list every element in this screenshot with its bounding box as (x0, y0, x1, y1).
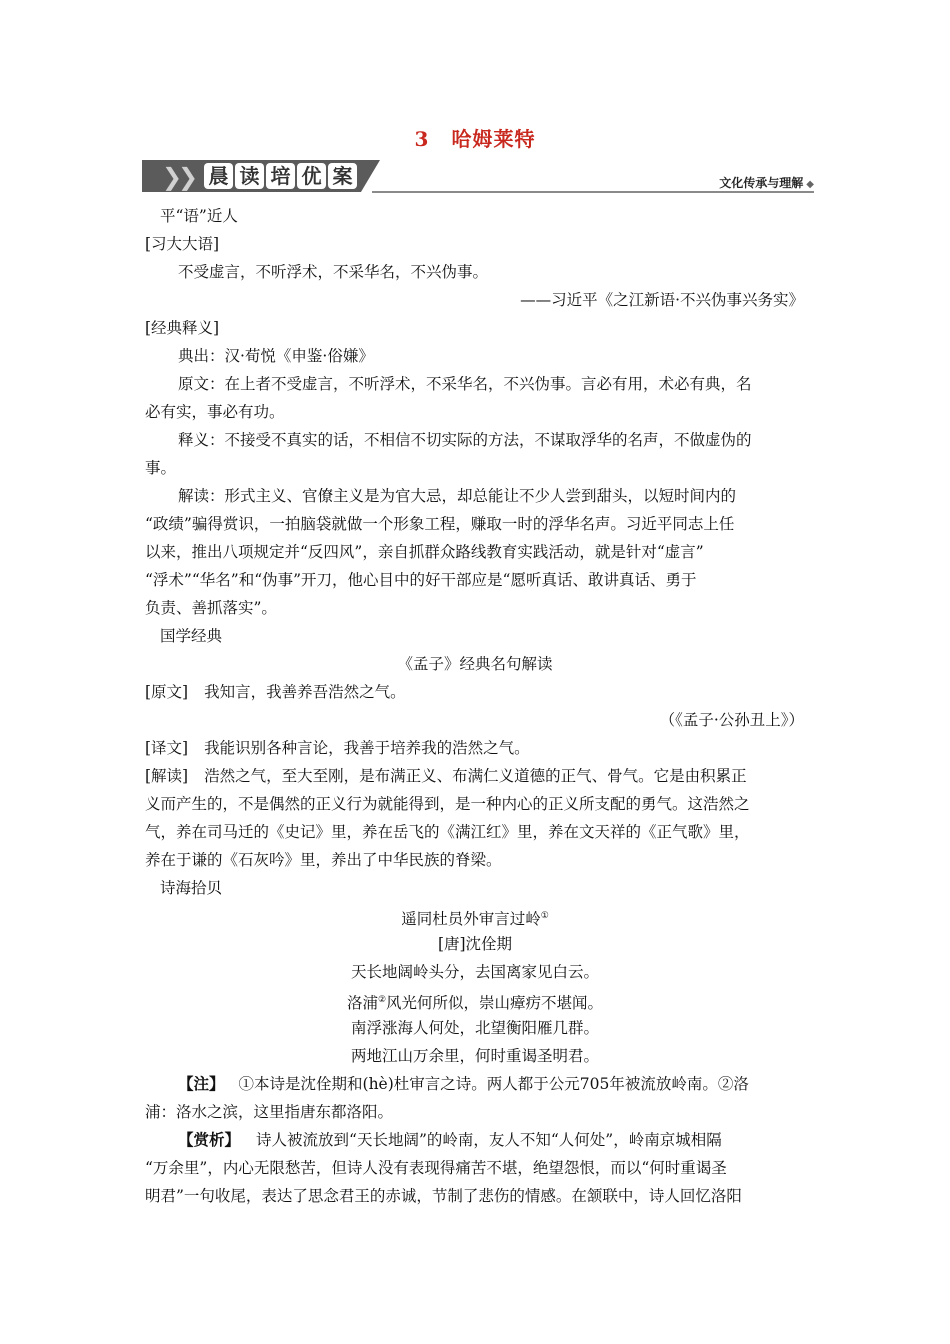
poem-line-part: 洛浦 (346, 994, 378, 1013)
banner-char: 案 (328, 163, 357, 189)
note-line (178, 1074, 749, 1094)
appreciation-text: 诗人被流放到“天长地阔”的岭南，友人不知“人何处”，岭南京城相隔 (256, 1131, 722, 1149)
poem-line (145, 990, 805, 1013)
footnote-marker: ② (377, 995, 387, 1005)
lesson-number: 3 (414, 127, 430, 151)
banner-char: 培 (266, 163, 295, 189)
banner-category-text: 文化传承与理解 (719, 176, 804, 190)
lesson-title (0, 123, 950, 152)
interpretation-line (145, 766, 747, 786)
poem-line: 南浮涨海人何处，北望衡阳雁几群。 (350, 1019, 599, 1037)
tag-label: [译文] (145, 739, 189, 757)
original-line (145, 682, 406, 702)
chevron-right-icon: ❯ (162, 163, 183, 191)
quote-text: 不受虚言，不听浮术，不采华名，不兴伪事。 (178, 263, 489, 281)
original-source: （《孟子·公孙丑上》） (659, 711, 804, 729)
appreciation-line (178, 1130, 722, 1150)
section-heading: 诗海拾贝 (160, 879, 223, 897)
tag-label: [经典释义] (145, 319, 220, 337)
poem-title (145, 906, 805, 929)
meaning-line: 释义：不接受不真实的话，不相信不切实际的方法，不谋取浮华的名声，不做虚伪的 (178, 431, 752, 449)
banner-title (204, 163, 357, 189)
appreciation-line: 明君”一句收尾，表达了思念君王的赤诚，节制了悲伤的情感。在颔联中，诗人回忆洛阳 (145, 1187, 742, 1205)
original-line: 原文：在上者不受虚言，不听浮术，不采华名，不兴伪事。言必有用，术必有典，名 (178, 375, 752, 393)
banner-category (719, 174, 814, 191)
section-banner (142, 160, 814, 194)
section-heading: 国学经典 (160, 627, 223, 645)
poem-line-part: 风光何所似，崇山瘴疠不堪闻。 (386, 994, 604, 1013)
interpretation-line: 义而产生的，不是偶然的正义行为就能得到，是一种内心的正义所支配的勇气。这浩然之 (145, 795, 750, 813)
tag-label: [习大大语] (145, 235, 220, 253)
meaning-line: 事。 (145, 459, 177, 477)
note-line: 浦：洛水之滨，这里指唐东都洛阳。 (145, 1103, 394, 1121)
interpretation-line: “浮术”“华名”和“伪事”开刀，他心目中的好干部应是“愿听真话、敢讲真话、勇于 (145, 571, 697, 589)
appreciation-line: “万余里”，内心无限愁苦，但诗人没有表现得痛苦不堪，绝望怨恨，而以“何时重谒圣 (145, 1159, 727, 1177)
chevron-right-icon: ❯ (178, 163, 199, 191)
section-heading: 平“语”近人 (160, 207, 238, 225)
translation-line (145, 738, 530, 758)
original-text: 我知言，我善养吾浩然之气。 (204, 683, 406, 701)
original-line: 必有实，事必有功。 (145, 403, 285, 421)
interpretation-line: 解读：形式主义、官僚主义是为官大忌，却总能让不少人尝到甜头，以短时间内的 (178, 487, 737, 505)
tag-label: [原文] (145, 683, 189, 701)
banner-char: 读 (235, 163, 264, 189)
interpretation-line: 负责、善抓落实”。 (145, 599, 277, 617)
interpretation-text: 浩然之气，至大至刚，是布满正义、布满仁义道德的正气、骨气。它是由积累正 (204, 767, 747, 785)
poem-author: [唐]沈佺期 (437, 935, 513, 953)
lesson-title-text: 哈姆莱特 (451, 127, 536, 151)
quote-source: ——习近平《之江新语·不兴伪事兴务实》 (520, 291, 804, 309)
poem-line: 天长地阔岭头分，去国离家见白云。 (350, 963, 599, 981)
interpretation-line: 气，养在司马迁的《史记》里，养在岳飞的《满江红》里，养在文天祥的《正气歌》里， (145, 823, 750, 841)
poem-line: 两地江山万余里，何时重谒圣明君。 (350, 1047, 599, 1065)
note-text: ①本诗是沈佺期和(hè)杜审言之诗。两人都于公元705年被流放岭南。②洛 (238, 1075, 749, 1093)
banner-char: 晨 (204, 163, 233, 189)
banner-char: 优 (297, 163, 326, 189)
interpretation-line: “政绩”骗得赏识，一拍脑袋就做一个形象工程，赚取一时的浮华名声。习近平同志上任 (145, 515, 735, 533)
section-subtitle: 《孟子》经典名句解读 (397, 655, 553, 673)
poem-title-text: 遥同杜员外审言过岭 (401, 910, 541, 929)
footnote-marker: ① (540, 911, 549, 921)
origin-text: 典出：汉·荀悦《申鉴·俗嫌》 (178, 347, 374, 365)
banner-rule (372, 191, 814, 193)
diamond-icon: ◆ (806, 179, 814, 190)
tag-label: 【赏析】 (178, 1130, 241, 1149)
interpretation-line: 养在于谦的《石灰吟》里，养出了中华民族的脊梁。 (145, 851, 502, 869)
tag-label: 【注】 (178, 1074, 225, 1093)
interpretation-line: 以来，推出八项规定并“反四风”，亲自抓群众路线教育实践活动，就是针对“虚言” (145, 543, 704, 561)
tag-label: [解读] (145, 767, 189, 785)
translation-text: 我能识别各种言论，我善于培养我的浩然之气。 (204, 739, 530, 757)
